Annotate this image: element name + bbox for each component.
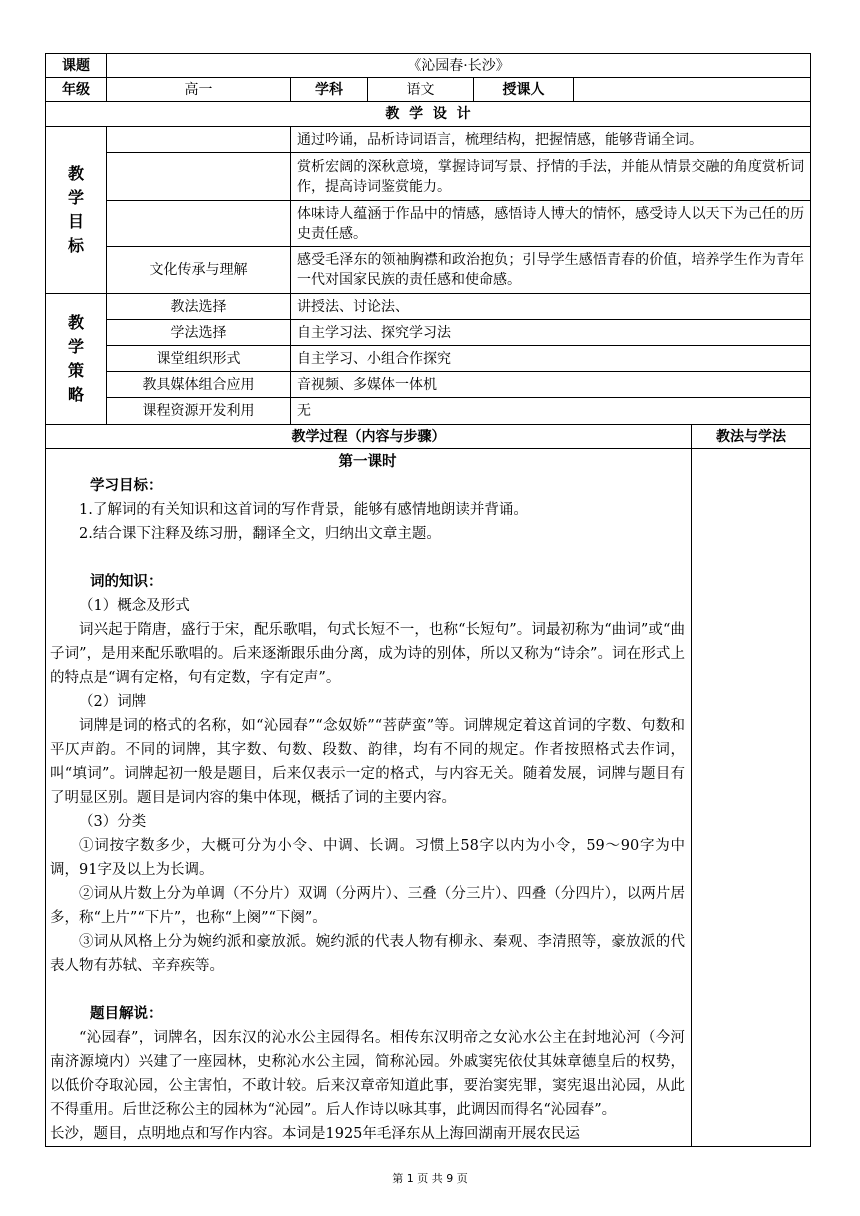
- subject-label: 学科: [291, 78, 368, 102]
- goals-heading: 学习目标：: [90, 477, 163, 494]
- strategy-name: 课堂组织形式: [107, 346, 291, 372]
- knowledge-heading: 词的知识：: [90, 573, 163, 590]
- design-title: 教 学 设 计: [46, 102, 811, 127]
- subsection-heading: （3）分类: [79, 814, 147, 830]
- goal-item: 1.了解词的有关知识和这首词的写作背景，能够有感情地朗读并背诵。: [79, 502, 528, 518]
- objective-text: 感受毛泽东的领袖胸襟和政治抱负；引导学生感悟青春的价值，培养学生作为青年一代对国家民族的责任感和使命感。: [291, 247, 811, 294]
- objective-text: 通过吟诵，品析诗词语言，梳理结构，把握情感，能够背诵全词。: [291, 127, 811, 153]
- paragraph: 词牌是词的格式的名称，如“沁园春”“念奴娇”“菩萨蛮”等。词牌规定着这首词的字数、句数和平仄声韵。不同的词牌，其字数、句数、段数、韵律，均有不同的规定。作者按照格式去作词，叫“填词”。词牌起初一般是题目，后来仅表示一定的格式，与内容无关。随着发展，词牌与题目有了明显区别。题目是词内容的集中体现，概括了词的主要内容。: [50, 718, 685, 806]
- method-header: 教法与学法: [692, 425, 811, 449]
- grade-value: 高一: [107, 78, 291, 102]
- paragraph: ②词从片数上分为单调（不分片）双调（分两片）、三叠（分三片）、四叠（分四片），以两片居多，称“上片”“下片”，也称“上阕”“下阕”。: [50, 886, 685, 926]
- teacher-label: 授课人: [474, 78, 574, 102]
- strategy-name: 教法选择: [107, 294, 291, 320]
- objective-name: [107, 201, 291, 247]
- lesson-plan-table: [45, 53, 811, 1147]
- teacher-value: [574, 78, 811, 102]
- strategy-text: 自主学习、小组合作探究: [291, 346, 811, 372]
- topic-label: 课题: [46, 54, 107, 78]
- paragraph: ③词从风格上分为婉约派和豪放派。婉约派的代表人物有柳永、秦观、李清照等，豪放派的代表人物有苏轼、辛弃疾等。: [50, 934, 685, 974]
- objective-name: [107, 153, 291, 201]
- objective-text: 赏析宏阔的深秋意境，掌握诗词写景、抒情的手法，并能从情景交融的角度赏析词作，提高诗词鉴赏能力。: [291, 153, 811, 201]
- strategy-text: 自主学习法、探究学习法: [291, 320, 811, 346]
- grade-label: 年级: [46, 78, 107, 102]
- process-header: 教学过程（内容与步骤）: [46, 425, 692, 449]
- subject-value: 语文: [368, 78, 474, 102]
- subsection-heading: （2）词牌: [79, 694, 147, 710]
- strategy-name: 学法选择: [107, 320, 291, 346]
- goal-item: 2.结合课下注释及练习册，翻译全文，归纳出文章主题。: [79, 526, 441, 542]
- objective-name: [107, 127, 291, 153]
- paragraph: “沁园春”，词牌名，因东汉的沁水公主园得名。相传东汉明帝之女沁水公主在封地沁河（今河南济源境内）兴建了一座园林，史称沁水公主园，简称沁园。外戚窦宪依仗其妹章德皇后的权势，以低价夺取沁园，公主害怕，不敢计较。后来汉章帝知道此事，要治窦宪罪，窦宪退出沁园，从此不得重用。后世泛称公主的园林为“沁园”。后人作诗以咏其事，此调因而得名“沁园春”。: [50, 1030, 685, 1118]
- strategy-text: 讲授法、讨论法、: [291, 294, 811, 320]
- topic-value: 《沁园春·长沙》: [107, 54, 811, 78]
- strategy-text: 无: [291, 398, 811, 425]
- objectives-label: 教 学 目 标: [46, 127, 107, 294]
- strategy-label: 教 学 策 略: [46, 294, 107, 425]
- objective-text: 体味诗人蕴涵于作品中的情感，感悟诗人博大的情怀，感受诗人以天下为己任的历史责任感。: [291, 201, 811, 247]
- paragraph: ①词按字数多少，大概可分为小令、中调、长调。习惯上58字以内为小令，59～90字为中调，91字及以上为长调。: [50, 838, 685, 878]
- process-content: [46, 449, 692, 1147]
- paragraph: 长沙，题目，点明地点和写作内容。本词是1925年毛泽东从上海回湖南开展农民运: [50, 1126, 580, 1142]
- page-footer: 第 1 页 共 9 页: [392, 1172, 468, 1185]
- subsection-heading: （1）概念及形式: [79, 598, 190, 614]
- paragraph: 词兴起于隋唐，盛行于宋，配乐歌唱，句式长短不一，也称“长短句”。词最初称为“曲词”或“曲子词”，是用来配乐歌唱的。后来逐渐跟乐曲分离，成为诗的别体，所以又称为“诗余”。词在形式上的特点是“调有定格，句有定数，字有定声”。: [50, 622, 685, 686]
- objective-name: 文化传承与理解: [107, 247, 291, 294]
- title-heading: 题目解说：: [90, 1005, 163, 1022]
- lesson-title: 第一课时: [338, 453, 397, 470]
- strategy-name: 教具媒体组合应用: [107, 372, 291, 398]
- strategy-name: 课程资源开发利用: [107, 398, 291, 425]
- strategy-text: 音视频、多媒体一体机: [291, 372, 811, 398]
- method-column: [692, 449, 811, 1147]
